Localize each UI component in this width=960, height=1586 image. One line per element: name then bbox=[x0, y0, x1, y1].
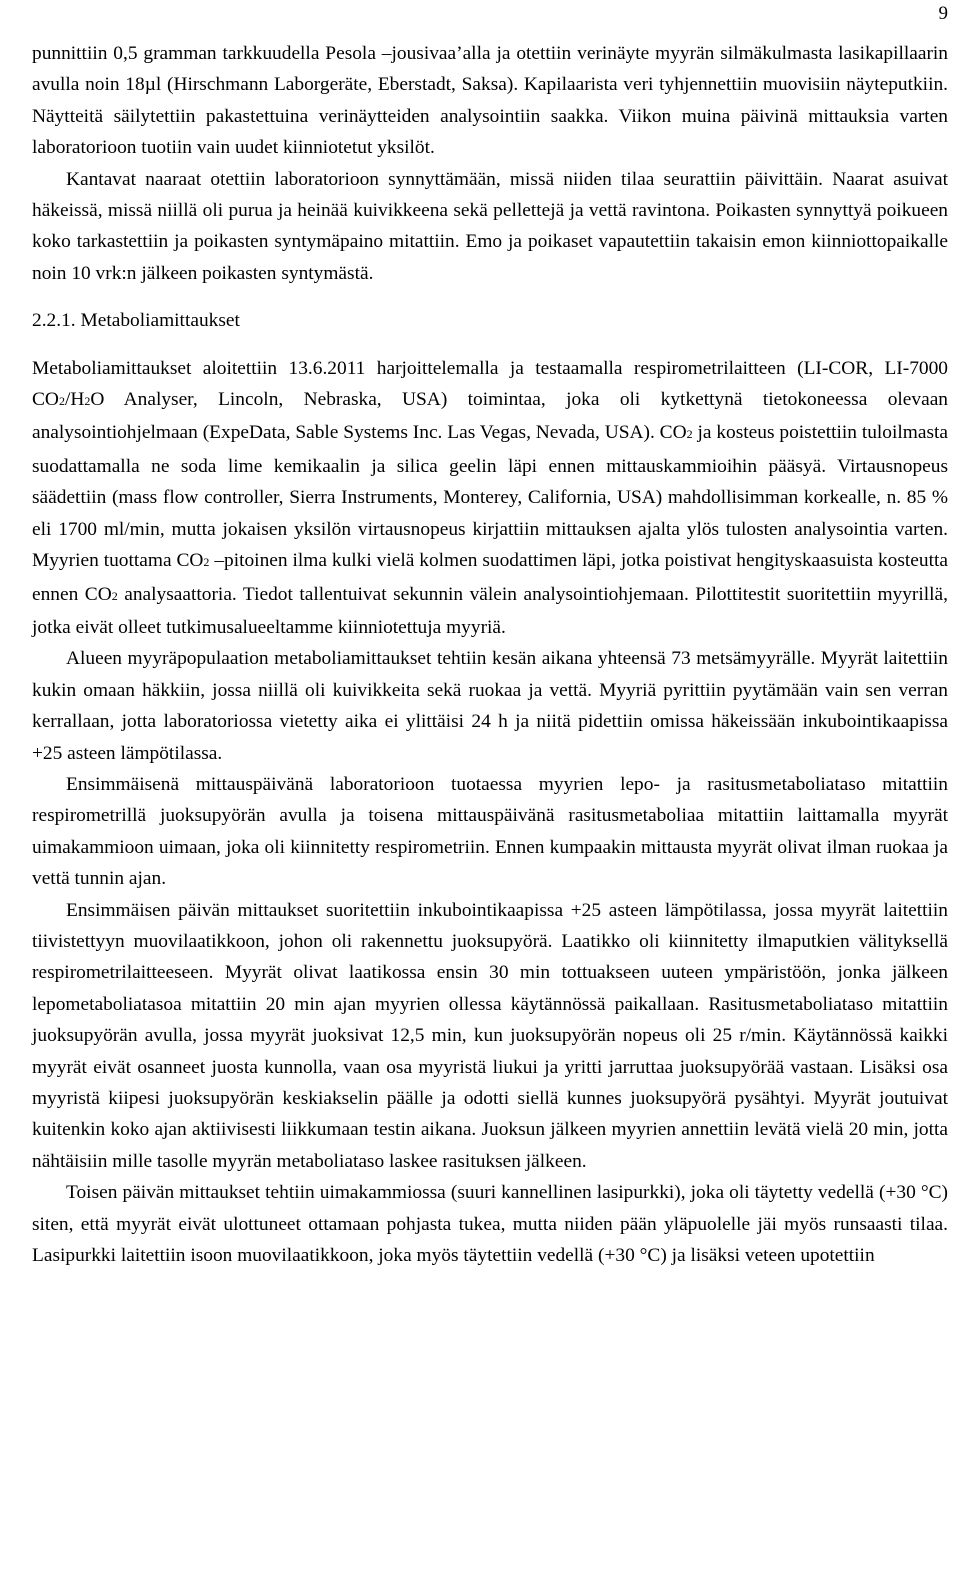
text-fragment: ja kosteus poistettiin tuloilmasta suodattamalla ne soda lime kemikaalin ja silica geelin läpi ennen mittauskammioihin pääsyä. Virtausnopeus säädettiin (mass flow controller, Sierra Instruments, Monterey, California, USA) mahdollisimman korkealle, n. 85 % eli 1700 ml/min, mutta jokaisen yksilön virtausnopeus kirjattiin mittauksen ajalta ylös tulosten analysointia varten. Myyrien tuottama CO bbox=[32, 422, 948, 572]
subscript: 2 bbox=[203, 555, 210, 570]
text-fragment: /H bbox=[64, 389, 85, 411]
subscript: 2 bbox=[84, 394, 91, 409]
text-fragment: Metaboliamittaukset aloitettiin 13.6.2011 harjoittelemalla ja testaamalla respirometrilaitteen (LI-COR, LI-7000 CO bbox=[32, 357, 948, 411]
subscript: 2 bbox=[111, 588, 118, 603]
subscript: 2 bbox=[58, 394, 65, 409]
text-fragment: O Analyser, Lincoln, Nebraska, USA) toimintaa, joka oli kytkettynä tietokoneessa olevaan analysointiohjelmaan (ExpeData, Sable Systems Inc. Las Vegas, Nevada, USA). CO bbox=[32, 389, 948, 444]
paragraph-pregnant-females: Kantavat naaraat otettiin laboratorioon synnyttämään, missä niiden tilaa seurattiin päivittäin. Naarat asuivat häkeissä, missä niillä oli purua ja heinää kuivikkeena sekä pellettejä ja vettä ravintona. Poikasten synnyttyä poikueen koko tarkastettiin ja poikasten syntymäpaino mitattiin. Emo ja poikaset vapautettiin takaisin emon kiinniottopaikalle noin 10 vrk:n jälkeen poikasten syntymästä. bbox=[32, 168, 948, 284]
page-number: 9 bbox=[938, 3, 948, 24]
document-body bbox=[32, 38, 948, 1271]
paragraph-first-day: Ensimmäisenä mittauspäivänä laboratorioon tuotaessa myyrien lepo- ja rasitusmetaboliataso mitattiin respirometrillä juoksupyörän avulla ja toisena mittauspäivänä rasitusmetaboliaa mitattiin laittamalla myyrät uimakammioon uimaan, joka oli kiinnitetty respirometriin. Ennen kumpaakin mittausta myyrät olivat ilman ruokaa ja vettä tunnin ajan. bbox=[32, 773, 948, 890]
text-fragment: analysaattoria. Tiedot tallentuivat sekunnin välein analysointiohjemaan. Pilottitestit suoritettiin myyrillä, jotka eivät olleet tutkimusalueeltamme kiinniotettuja myyriä. bbox=[32, 583, 948, 638]
paragraph-running-wheel: Ensimmäisen päivän mittaukset suoritettiin inkubointikaapissa +25 asteen lämpötilassa, jossa myyrät laitettiin tiivistettyyn muovilaatikkoon, johon oli rakennettu juoksupyörä. Laatikko oli kiinnitetty ilmaputkien välityksellä respirometrilaitteeseen. Myyrät olivat laatikossa ensin 30 min tottuakseen uuteen ympäristöön, jonka jälkeen lepometaboliatasoa mitattiin 20 min ajan myyrien ollessa käytännössä paikallaan. Rasitusmetaboliataso mitattiin juoksupyörän avulla, jossa myyrät juoksivat 12,5 min, kun juoksupyörän nopeus oli 25 r/min. Käytännössä kaikki myyrät eivät osanneet juosta kunnolla, vaan osa myyristä liukui ja yritti jarruttaa juoksupyörää vastaan. Lisäksi osa myyristä kiipesi juoksupyörän keskiakselin päälle ja odotti siellä kunnes juoksupyörä pysähtyi. Myyrät joutuivat kuitenkin koko ajan aktiivisesti liikkumaan testin aikana. Juoksun jälkeen myyrien annettiin levätä vielä 20 min, jotta nähtäisiin mille tasolle myyrän metaboliataso laskee rasituksen jälkeen. bbox=[32, 899, 948, 1172]
paragraph-swim-chamber: Toisen päivän mittaukset tehtiin uimakammiossa (suuri kannellinen lasipurkki), joka oli täytetty vedellä (+30 °C) siten, että myyrät eivät ulottuneet ottamaan pohjasta tukea, mutta niiden pään yläpuolelle jäi myös runsaasti tilaa. Lasipurkki laitettiin isoon muovilaatikkoon, joka myös täytettiin vedellä (+30 °C) ja lisäksi veteen upotettiin bbox=[32, 1182, 948, 1267]
section-heading-metabolism: 2.2.1. Metaboliamittaukset bbox=[32, 310, 240, 332]
paragraph-population-measurements: Alueen myyräpopulaation metaboliamittaukset tehtiin kesän aikana yhteensä 73 metsämyyrälle. Myyrät laitettiin kukin omaan häkkiin, jossa niillä oli kuivikkeita sekä ruokaa ja vettä. Myyriä pyrittiin pyytämään vain sen verran kerrallaan, jotta laboratoriossa vietetty aika ei ylittäisi 24 h ja niitä pidettiin omissa häkeissään inkubointikaapissa +25 asteen lämpötilassa. bbox=[32, 648, 948, 764]
paragraph-blood-sampling: punnittiin 0,5 gramman tarkkuudella Pesola –jousivaa’alla ja otettiin verinäyte myyrän silmäkulmasta lasikapillaarin avulla noin 18µl (Hirschmann Laborgeräte, Eberstadt, Saksa). Kapilaarista veri tyhjennettiin muovisiin näyteputkiin. Näytteitä säilytettiin pakastettuina verinäytteiden analysointiin saakka. Viikon muina päivinä mittauksia varten laboratorioon tuotiin vain uudet kiinniotetut yksilöt. bbox=[32, 43, 948, 159]
subscript: 2 bbox=[686, 427, 693, 442]
text-fragment: –pitoinen ilma kulki vielä kolmen suodattimen läpi, jotka poistivat hengityskaasuista kosteutta ennen CO bbox=[32, 550, 948, 605]
paragraph-respirometer bbox=[32, 353, 948, 644]
